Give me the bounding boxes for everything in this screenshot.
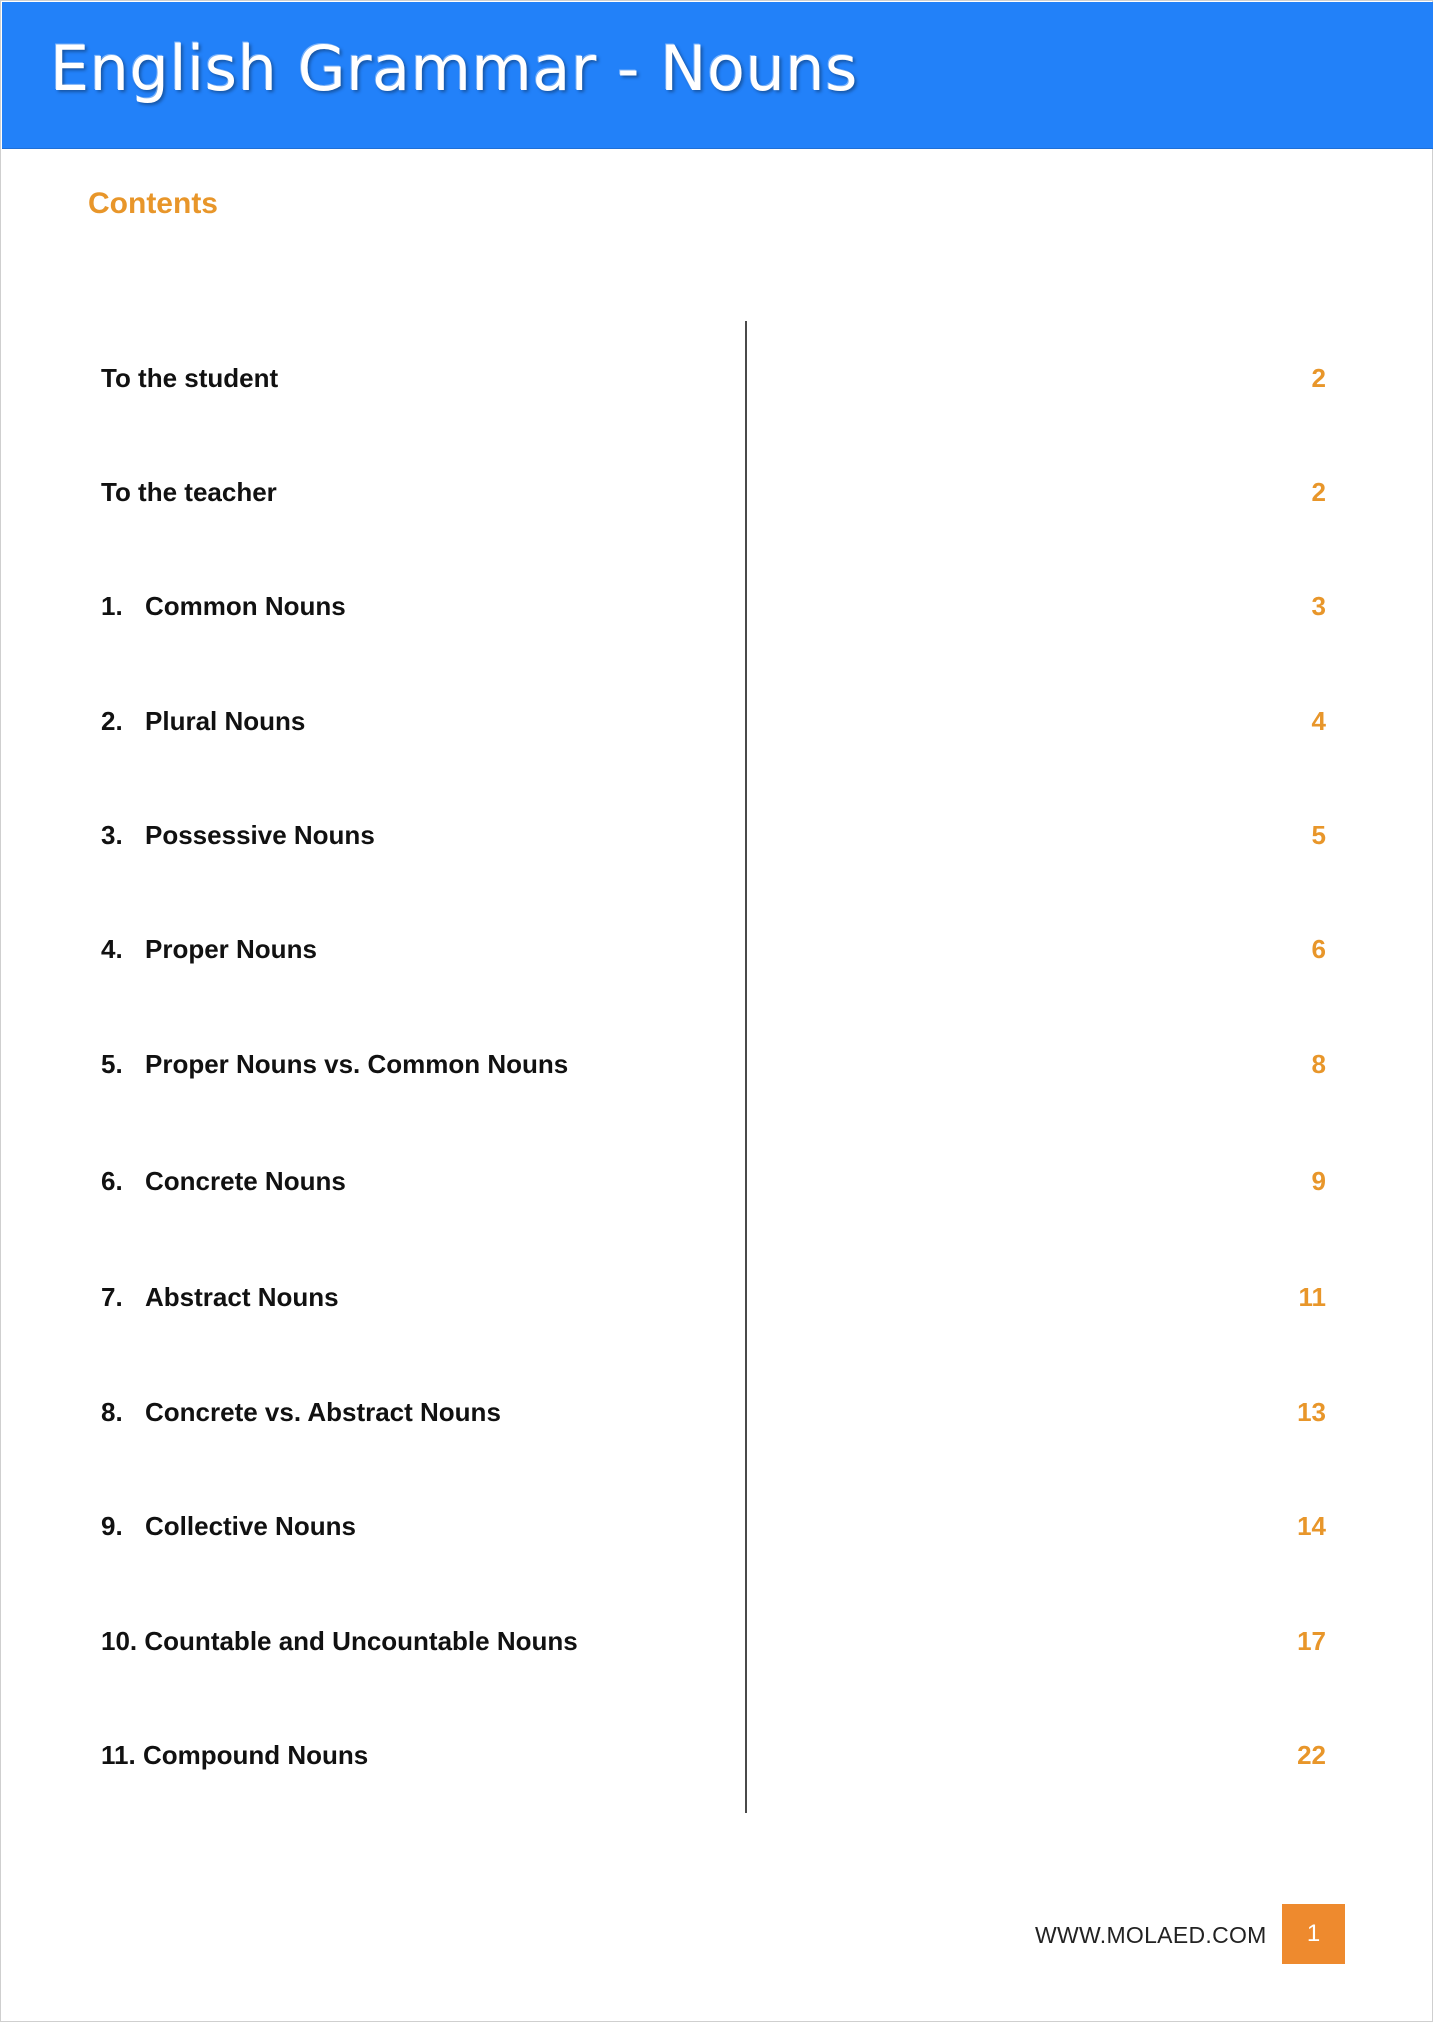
toc-entry-to-the-teacher[interactable]	[101, 472, 1326, 512]
toc-entry-page: 3	[1311, 591, 1326, 621]
toc-entry-number: 8.	[101, 1397, 123, 1427]
toc-entry-label: 5. Proper Nouns vs. Common Nouns	[101, 1044, 568, 1084]
toc-entry-proper-vs-common[interactable]	[101, 1044, 1326, 1084]
toc-entry-page: 22	[1297, 1740, 1326, 1770]
toc-entry-number: 2.	[101, 706, 123, 736]
toc-entry-number: 3.	[101, 820, 123, 850]
footer-website[interactable]: WWW.MOLAED.COM	[1035, 1922, 1267, 1948]
toc-entry-number: 4.	[101, 934, 123, 964]
toc-entry-countable-uncountable[interactable]	[101, 1621, 1326, 1661]
toc-entry-concrete-vs-abstract[interactable]	[101, 1392, 1326, 1432]
toc-entry-common-nouns[interactable]	[101, 586, 1326, 626]
toc-entry-collective-nouns[interactable]	[101, 1506, 1326, 1546]
toc-entry-label: 6. Concrete Nouns	[101, 1161, 346, 1201]
contents-heading: Contents	[88, 187, 218, 220]
toc-entry-label: 3. Possessive Nouns	[101, 815, 375, 855]
toc-entry-proper-nouns[interactable]	[101, 929, 1326, 969]
toc-entry-number: 9.	[101, 1511, 123, 1541]
toc-entry-number: 7.	[101, 1282, 123, 1312]
toc-entry-label: 10. Countable and Uncountable Nouns	[101, 1626, 578, 1656]
toc-entry-number: 1.	[101, 591, 123, 621]
document-title: English Grammar - Nouns	[50, 32, 858, 105]
toc-entry-number: 6.	[101, 1166, 123, 1196]
toc-entry-label: 4. Proper Nouns	[101, 929, 317, 969]
toc-entry-concrete-nouns[interactable]	[101, 1161, 1326, 1201]
toc-entry-label: 8. Concrete vs. Abstract Nouns	[101, 1392, 501, 1432]
toc-entry-page: 9	[1311, 1166, 1326, 1196]
toc-entry-page: 14	[1297, 1511, 1326, 1541]
toc-entry-label: 1. Common Nouns	[101, 586, 346, 626]
toc-entry-page: 6	[1311, 934, 1326, 964]
toc-entry-plural-nouns[interactable]	[101, 701, 1326, 741]
toc-entry-page: 5	[1311, 820, 1326, 850]
toc-entry-abstract-nouns[interactable]	[101, 1277, 1326, 1317]
toc-entry-to-the-student[interactable]	[101, 358, 1326, 398]
toc-entry-label: 7. Abstract Nouns	[101, 1277, 339, 1317]
toc-entry-page: 8	[1311, 1049, 1326, 1079]
toc-entry-page: 2	[1311, 363, 1326, 393]
toc-entry-possessive-nouns[interactable]	[101, 815, 1326, 855]
header-banner	[2, 2, 1433, 149]
toc-entry-label: To the student	[101, 363, 279, 393]
toc-entry-number: 5.	[101, 1049, 123, 1079]
toc-entry-label: 2. Plural Nouns	[101, 701, 305, 741]
footer-page-number: 1	[1282, 1904, 1345, 1964]
toc-entry-compound-nouns[interactable]	[101, 1735, 1326, 1775]
toc-entry-page: 17	[1297, 1626, 1326, 1656]
toc-entry-page: 11	[1298, 1282, 1326, 1312]
toc-entry-number: 10.	[101, 1626, 138, 1656]
toc-entry-label: To the teacher	[101, 477, 277, 507]
toc-entry-page: 4	[1311, 706, 1326, 736]
toc-entry-page: 2	[1311, 477, 1326, 507]
toc-entry-page: 13	[1297, 1397, 1326, 1427]
toc-entry-label: 11. Compound Nouns	[101, 1740, 369, 1770]
toc-entry-label: 9. Collective Nouns	[101, 1506, 356, 1546]
toc-entry-number: 11.	[101, 1740, 136, 1770]
